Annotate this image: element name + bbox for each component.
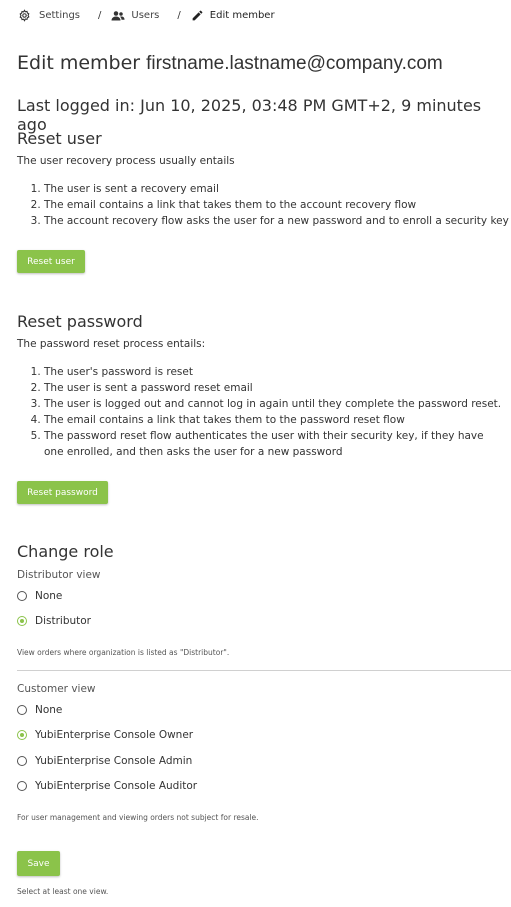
list-item: 5. The password reset flow authenticates the user with their security key, if they have one enrolled, and then asks the user for a new password bbox=[44, 428, 504, 460]
reset-user-steps bbox=[17, 181, 511, 229]
reset-password-intro: The password reset process entails: bbox=[17, 338, 206, 350]
list-item: 4. The email contains a link that takes them to the password reset flow bbox=[44, 412, 504, 428]
save-button[interactable]: Save bbox=[17, 851, 60, 876]
page-title-text: Edit member bbox=[17, 52, 141, 74]
breadcrumb-settings[interactable]: Settings bbox=[39, 10, 81, 21]
reset-user-button[interactable]: Reset user bbox=[17, 250, 85, 273]
customer-view-label: Customer view bbox=[17, 683, 96, 695]
list-item: 2. The user is sent a password reset email bbox=[44, 380, 504, 396]
radio-label: None bbox=[35, 704, 63, 716]
radio-label: YubiEnterprise Console Admin bbox=[35, 755, 193, 767]
radio-console-admin[interactable] bbox=[17, 755, 192, 767]
list-item: 3. The account recovery flow asks the user for a new password and to enroll a security key bbox=[44, 213, 511, 229]
breadcrumb-separator: / bbox=[98, 10, 102, 21]
list-item: 1. The user is sent a recovery email bbox=[44, 181, 511, 197]
radio-label: YubiEnterprise Console Auditor bbox=[35, 780, 198, 792]
reset-password-steps bbox=[17, 364, 504, 460]
distributor-view-label: Distributor view bbox=[17, 569, 101, 581]
radio-label: None bbox=[35, 590, 63, 602]
distributor-hint: View orders where organization is listed as "Distributor". bbox=[17, 648, 230, 657]
reset-password-heading: Reset password bbox=[17, 312, 143, 331]
customer-hint: For user management and viewing orders not subject for resale. bbox=[17, 813, 259, 822]
radio-label: Distributor bbox=[35, 615, 92, 627]
breadcrumb-edit-member: Edit member bbox=[209, 10, 275, 21]
reset-user-intro: The user recovery process usually entails bbox=[17, 155, 235, 167]
breadcrumb-users[interactable]: Users bbox=[131, 10, 160, 21]
reset-user-heading: Reset user bbox=[17, 129, 102, 148]
list-item: 1. The user's password is reset bbox=[44, 364, 504, 380]
radio-label: YubiEnterprise Console Owner bbox=[35, 729, 194, 741]
member-email: firstname.lastname@company.com bbox=[146, 53, 443, 74]
radio-console-auditor[interactable] bbox=[17, 780, 197, 792]
radio-distributor-none[interactable] bbox=[17, 590, 62, 602]
change-role-heading: Change role bbox=[17, 542, 114, 561]
divider bbox=[17, 670, 511, 671]
users-icon bbox=[111, 10, 125, 22]
list-item: 2. The email contains a link that takes them to the account recovery flow bbox=[44, 197, 511, 213]
radio-button[interactable] bbox=[17, 730, 27, 740]
radio-button[interactable] bbox=[17, 781, 27, 791]
breadcrumb bbox=[18, 9, 275, 22]
radio-console-owner[interactable] bbox=[17, 729, 193, 741]
gear-icon bbox=[18, 9, 31, 22]
last-logged-in: Last logged in: Jun 10, 2025, 03:48 PM GMT+2, 9 minutes ago bbox=[17, 96, 482, 134]
page-title bbox=[17, 52, 443, 75]
breadcrumb-separator: / bbox=[177, 10, 181, 21]
pencil-icon bbox=[191, 9, 204, 22]
radio-customer-none[interactable] bbox=[17, 704, 62, 716]
radio-distributor[interactable] bbox=[17, 615, 91, 627]
list-item: 3. The user is logged out and cannot log in again until they complete the password reset. bbox=[44, 396, 504, 412]
radio-button[interactable] bbox=[17, 705, 27, 715]
radio-button[interactable] bbox=[17, 616, 27, 626]
radio-button[interactable] bbox=[17, 591, 27, 601]
radio-button[interactable] bbox=[17, 756, 27, 766]
footer-hint: Select at least one view. bbox=[17, 887, 109, 896]
reset-password-button[interactable]: Reset password bbox=[17, 481, 108, 504]
